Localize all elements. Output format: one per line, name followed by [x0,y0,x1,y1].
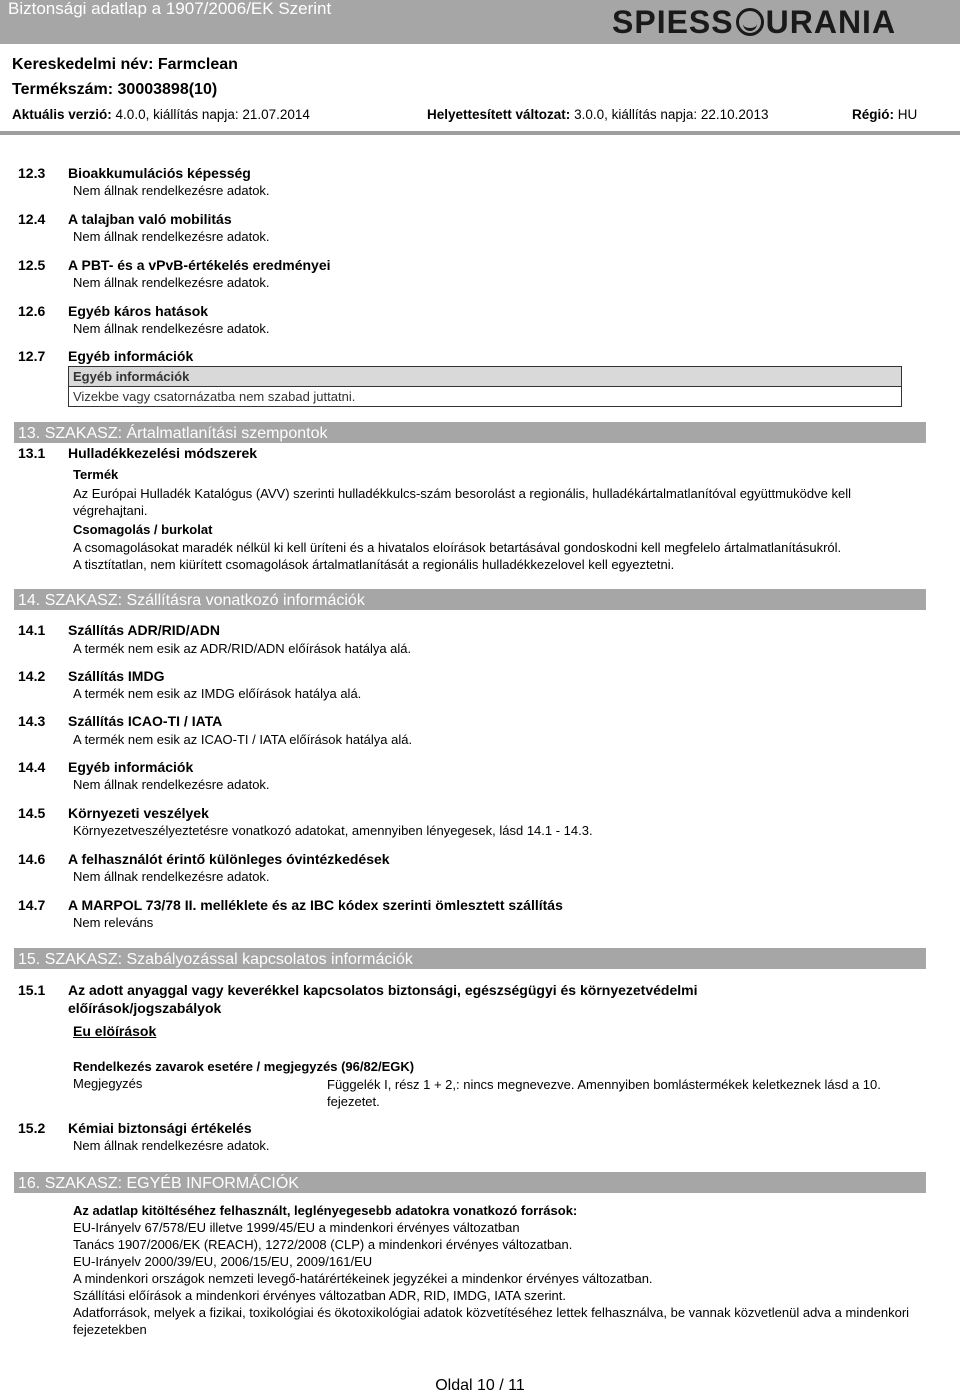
item-number: 12.7 [18,348,46,364]
packaging-text-1: A csomagolásokat maradék nélkül ki kell üríteni és a hivatalos eloírások betartásával gondoskodni kell megfelelo ártalmatlanításukról. [73,540,842,555]
item-text: Nem állnak rendelkezésre adatok. [73,869,270,884]
product-number: Termékszám: 30003898(10) [12,81,218,98]
item-number: 12.6 [18,303,46,319]
item-number: 15.2 [18,1120,46,1136]
subheading-product: Termék [73,467,119,482]
item-title: A MARPOL 73/78 II. melléklete és az IBC kódex szerinti ömlesztett szállítás [68,897,563,913]
info-box-header: Egyéb információk [69,367,901,387]
subheading-packaging: Csomagolás / burkolat [73,522,213,537]
source-line: A mindenkori országok nemzeti levegő-határértékeinek jegyzékei a mindenkor érvényes változatban. [73,1271,653,1286]
item-title: Kémiai biztonsági értékelés [68,1120,252,1136]
product-disposal-text: Az Európai Hulladék Katalógus (AVV) szerinti hulladékkulcs-szám besorolást a regionális, hulladékártalmatlanítóval együttmuködve kell végrehajtani. [73,486,851,518]
info-box [68,366,902,407]
item-number: 14.1 [18,622,46,638]
item-number: 13.1 [18,445,46,461]
region-label: Régió: [852,107,894,122]
item-title: Egyéb információk [68,759,194,775]
item-text: Nem állnak rendelkezésre adatok. [73,275,270,290]
item-title: Környezeti veszélyek [68,805,209,821]
current-version [12,107,310,122]
item-text: A termék nem esik az IMDG előírások hatálya alá. [73,686,362,701]
item-title: Szállítás ADR/RID/ADN [68,622,220,638]
sources-label: Az adatlap kitöltéséhez felhasznált, leglényegesebb adatokra vonatkozó források: [73,1203,578,1218]
item-number: 12.3 [18,165,46,181]
item-text: Nem állnak rendelkezésre adatok. [73,321,270,336]
eu-regulations-label: Eu elöírások [73,1023,157,1039]
item-title: Szállítás IMDG [68,668,165,684]
item-text: A termék nem esik az ICAO-TI / IATA előírások hatálya alá. [73,732,413,747]
item-text: Nem állnak rendelkezésre adatok. [73,777,270,792]
replaced-version [427,107,768,122]
header-divider [0,131,960,135]
source-line: Szállítási előírások a mindenkori érvényes változatban ADR, RID, IMDG, IATA szerint. [73,1288,566,1303]
item-number: 14.5 [18,805,46,821]
item-text: Nem állnak rendelkezésre adatok. [73,1138,270,1153]
item-title: Szállítás ICAO-TI / IATA [68,713,223,729]
item-number: 12.5 [18,257,46,273]
source-line: EU-Irányelv 67/578/EU illetve 1999/45/EU a mindenkori érvényes változatban [73,1220,520,1235]
logo-text-right: URANIA [765,4,897,40]
item-text: Környezetveszélyeztetésre vonatkozó adatokat, amennyiben lényegesek, lásd 14.1 - 14.3. [73,823,593,838]
item-number: 15.1 [18,982,46,998]
item-title-line-1: Az adott anyaggal vagy keverékkel kapcsolatos biztonsági, egészségügyi és környezetvédelmi [68,982,698,998]
item-number: 14.6 [18,851,46,867]
source-line: Tanács 1907/2006/EK (REACH), 1272/2008 (CLP) a mindenkori érvényes változatban. [73,1237,573,1252]
item-number: 14.7 [18,897,46,913]
source-line: EU-Irányelv 2000/39/EU, 2006/15/EU, 2009/161/EU [73,1254,373,1269]
info-box-body: Vizekbe vagy csatornázatba nem szabad juttatni. [73,389,356,404]
replaced-version-value: 3.0.0, kiállítás napja: 22.10.2013 [574,107,769,122]
item-number: 12.4 [18,211,46,227]
item-text: Nem állnak rendelkezésre adatok. [73,183,270,198]
item-text: Nem releváns [73,915,154,930]
item-number: 14.2 [18,668,46,684]
packaging-text-2: A tisztítatlan, nem kiürített csomagolások ártalmatlanítását a regionális hulladékkezelovel kell egyeztetni. [73,557,675,572]
directive-label: Rendelkezés zavarok esetére / megjegyzés (96/82/EGK) [73,1059,415,1074]
item-text: Nem állnak rendelkezésre adatok. [73,229,270,244]
region-value: HU [897,107,918,122]
item-number: 14.4 [18,759,46,775]
section-heading-13: 13. SZAKASZ: Ártalmatlanítási szempontok [14,422,926,443]
item-title: Bioakkumulációs képesség [68,165,251,181]
item-title: A felhasználót érintő különleges óvintézkedések [68,851,390,867]
note-text: Függelék I, rész 1 + 2,: nincs megnevezve. Amennyiben bomlástermékek keletkeznek lásd a 10. fejezetet. [327,1077,881,1109]
item-title: Egyéb káros hatások [68,303,209,319]
item-title-line-2: előírások/jogszabályok [68,1000,222,1016]
item-title: A talajban való mobilitás [68,211,232,227]
trade-name: Kereskedelmi név: Farmclean [12,56,238,73]
item-number: 14.3 [18,713,46,729]
page-number: Oldal 10 / 11 [435,1377,525,1394]
region [852,107,917,122]
company-logo [612,6,896,38]
section-heading-14: 14. SZAKASZ: Szállításra vonatkozó információk [14,589,926,610]
section-heading-15: 15. SZAKASZ: Szabályozással kapcsolatos információk [14,948,926,969]
item-title: A PBT- és a vPvB-értékelés eredményei [68,257,331,273]
current-version-label: Aktuális verzió: [12,107,112,122]
replaced-version-label: Helyettesített változat: [427,107,571,122]
logo-text-left: SPIESS [612,4,734,40]
item-title: Hulladékkezelési módszerek [68,445,258,461]
item-title: Egyéb információk [68,348,194,364]
item-text: A termék nem esik az ADR/RID/ADN előírások hatálya alá. [73,641,412,656]
logo-smile-icon [736,8,764,36]
source-line: Adatforrások, melyek a fizikai, toxikológiai és ökotoxikológiai adatok közvetítéséhez lettek felhasználva, be vannak közvetlenül adva a mindenkori fejezetekben [73,1305,910,1337]
section-heading-16: 16. SZAKASZ: EGYÉB INFORMÁCIÓK [14,1172,926,1193]
note-label: Megjegyzés [73,1076,143,1091]
header-bar [0,0,960,44]
document-title: Biztonsági adatlap a 1907/2006/EK Szerint [8,0,332,18]
current-version-value: 4.0.0, kiállítás napja: 21.07.2014 [115,107,310,122]
